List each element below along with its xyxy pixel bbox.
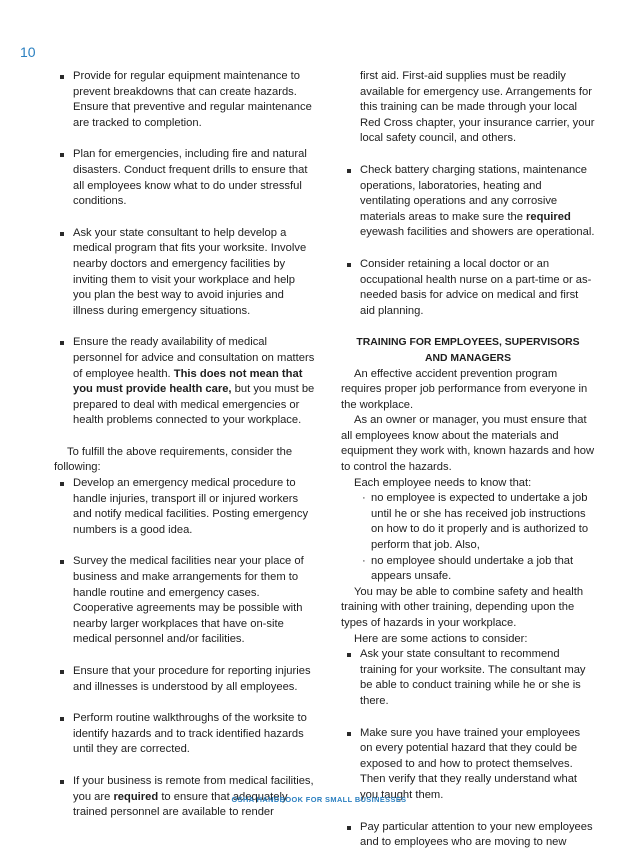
page-number: 10 <box>20 44 36 60</box>
paragraph: You may be able to combine safety and health training with other training, depending upon the types of hazards in your workplace. <box>341 585 584 629</box>
list-item <box>54 335 316 429</box>
right-column <box>341 69 595 851</box>
list-item-text: but you must be prepared to deal with medical emergencies or health problems connected to your workplace. <box>73 383 315 427</box>
list-item: Perform routine walkthroughs of the worksite to identify hazards and to track identified hazards until they are corrected. <box>54 711 316 758</box>
list-item-text: If your business is remote from medical facilities, you are <box>73 774 314 803</box>
list-item-text: to ensure that adequately trained personnel are available to render <box>73 790 288 819</box>
list-item: Consider retaining a local doctor or an occupational health nurse on a part-time or as-needed basis for advice on medical and first aid planning. <box>341 257 595 319</box>
emphasis-text: required <box>113 790 159 803</box>
right-bullet-list-2 <box>341 647 595 851</box>
list-item: Ask your state consultant to recommend training for your worksite. The consultant may be able to conduct training while he or she is there. <box>341 647 595 709</box>
list-item: Provide for regular equipment maintenance to prevent breakdowns that can create hazards. Ensure that preventive and regular maintenance are tracked to completion. <box>54 69 316 131</box>
left-bullet-list-2 <box>54 476 316 821</box>
section-heading-line-2: AND MANAGERS <box>424 352 511 364</box>
section-heading: TRAINING FOR EMPLOYEES, SUPERVISORS <box>356 337 580 349</box>
sub-list-item <box>341 491 595 553</box>
sub-list-item <box>341 554 595 585</box>
list-item <box>341 163 595 241</box>
paragraph: An effective accident prevention program requires proper job performance from everyone in the workplace. <box>341 367 588 411</box>
page-footer: OSHA HANDBOOK FOR SMALL BUSINESSES <box>231 795 407 804</box>
list-item-text: Check battery charging stations, maintenance operations, laboratories, heating and ventilating operations and any corrosive materials areas to make sure the <box>360 163 587 223</box>
list-item: Pay particular attention to your new employees and to employees who are moving to new <box>341 820 595 851</box>
right-bullet-list-1 <box>341 163 595 319</box>
list-item: Ensure that your procedure for reporting injuries and illnesses is understood by all employees. <box>54 664 316 695</box>
list-item-continuation: first aid. First-aid supplies must be readily available for emergency use. Arrangements for this training can be made through your local Red Cross chapter, your insurance carrier, your local safety council, and others. <box>360 70 595 145</box>
paragraph: As an owner or manager, you must ensure that all employees know about the materials and equipment they work with, known hazards and how to control the hazards. <box>341 414 595 474</box>
paragraph: Each employee needs to know that: <box>354 476 532 489</box>
dot-bullet-icon: · <box>362 492 366 505</box>
list-item-text: eyewash facilities and showers are operational. <box>360 226 595 239</box>
dot-bullet-icon: · <box>362 554 366 567</box>
list-item: Make sure you have trained your employees on every potential hazard that they could be exposed to and how to protect themselves. Then verify that they really understand what you taught them. <box>341 726 595 804</box>
sub-list-item-text: no employee should undertake a job that appears unsafe. <box>371 554 574 583</box>
paragraph: Here are some actions to consider: <box>354 632 528 645</box>
list-item: Survey the medical facilities near your place of business and make arrangements for them to handle routine and emergency cases. Cooperative agreements may be possible with nearby larger workplaces that have on-site medical personnel and/or facilities. <box>54 554 316 648</box>
list-item-text: Ensure the ready availability of medical personnel for advice and consultation on matters of employee health. <box>73 336 315 380</box>
left-bullet-list-1 <box>54 69 316 429</box>
list-item: Ask your state consultant to help develop a medical program that fits your worksite. Involve nearby doctors and emergency facilities by inviting them to visit your workplace and help you plan the best way to avoid injuries and illness during emergency situations. <box>54 226 316 320</box>
list-item: Plan for emergencies, including fire and natural disasters. Conduct frequent drills to ensure that all employees know what to do under stressful conditions. <box>54 147 316 209</box>
sub-list-item-text: no employee is expected to undertake a job until he or she has received job instructions on how to do it properly and is authorized to perform that job. Also, <box>371 492 589 552</box>
emphasis-text: required <box>526 210 571 223</box>
left-column <box>54 69 316 821</box>
paragraph: To fulfill the above requirements, consider the following: <box>54 445 293 474</box>
list-item: Develop an emergency medical procedure to handle injuries, transport ill or injured workers and notify medical facilities. Posting emergency numbers is a good idea. <box>54 476 316 538</box>
emphasis-text: This does not mean that you must provide health care, <box>73 367 303 396</box>
